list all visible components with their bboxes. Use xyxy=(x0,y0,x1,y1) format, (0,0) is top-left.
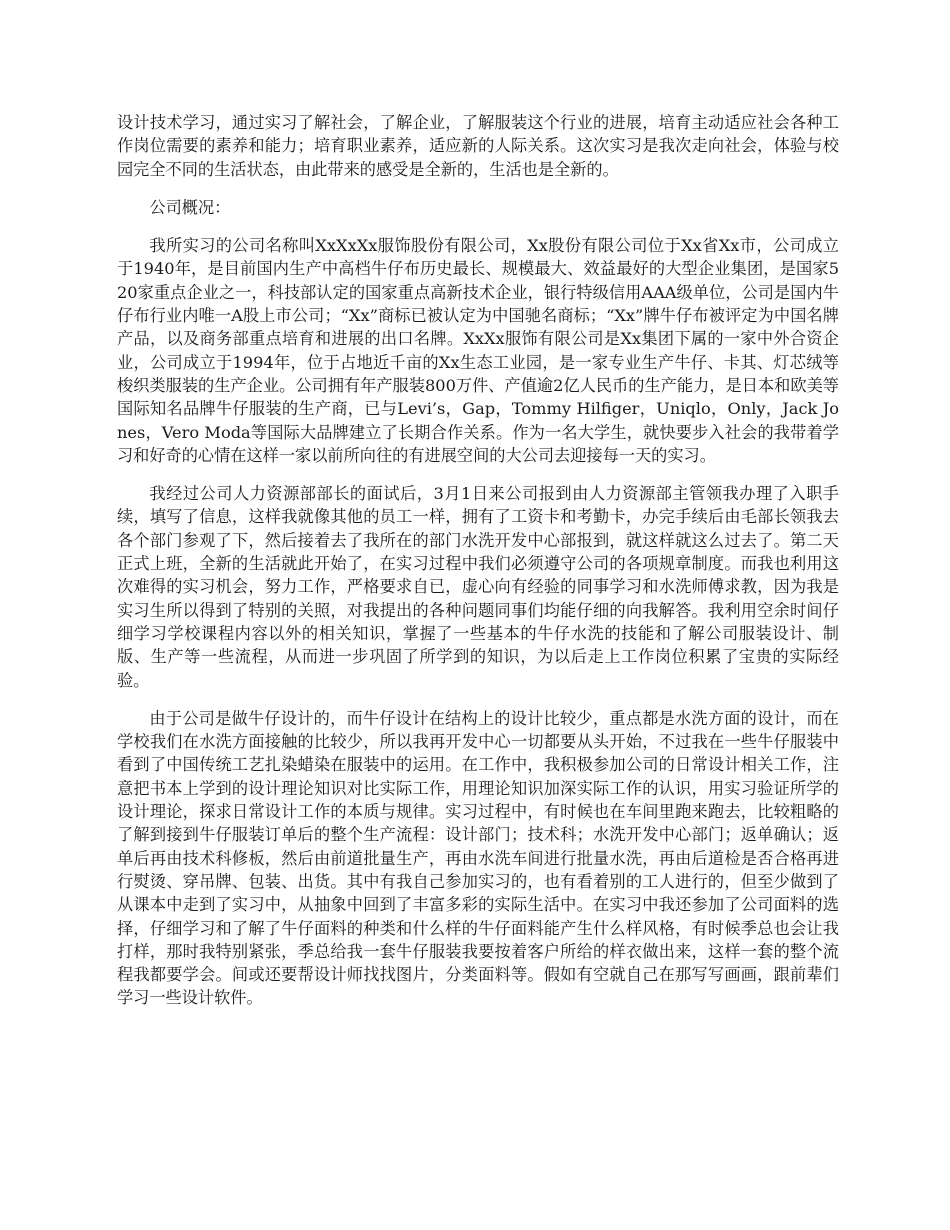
paragraph-onboarding: 我经过公司人力资源部部长的面试后，3月1日来公司报到由人力资源部主管领我办理了入职手续，填写了信息，这样我就像其他的员工一样，拥有了工资卡和考勤卡，办完手续后由毛部长领我去各个部门参观了下，然后接着去了我所在的部门水洗开发中心部报到，就这样就这么过去了。第二天正式上班，全新的生活就此开始了，在实习过程中我们必须遵守公司的各项规章制度。而我也利用这次难得的实习机会，努力工作，严格要求自已，虚心向有经验的同事学习和水洗师傅求教，因为我是实习生所以得到了特别的关照，对我提出的各种问题同事们均能仔细的向我解答。我利用空余时间仔细学习学校课程内容以外的相关知识，掌握了一些基本的牛仔水洗的技能和了解公司服装设计、制版、生产等一些流程，从而进一步巩固了所学到的知识，为以后走上工作岗位积累了宝贵的实际经验。 xyxy=(117,484,839,690)
paragraph-company-profile: 我所实习的公司名称叫XxXxXx服饰股份有限公司，Xx股份有限公司位于Xx省Xx市，公司成立于1940年，是目前国内生产中高档牛仔布历史最长、规模最大、效益最好的大型企业集团，是国家520家重点企业之一，科技部认定的国家重点高新技术企业，银行特级信用AAA级单位，公司是国内牛仔布行业内唯一A股上市公司；“Xx”商标已被认定为中国驰名商标；“Xx”牌牛仔布被评定为中国名牌产品，以及商务部重点培育和进展的出口名牌。XxXx服饰有限公司是Xx集团下属的一家中外合资企业，公司成立于1994年，位于占地近千亩的Xx生态工业园，是一家专业生产牛仔、卡其、灯芯绒等梭织类服装的生产企业。公司拥有年产服装800万件、产值逾2亿人民币的生产能力，是日本和欧美等国际知名品牌牛仔服装的生产商，已与Levi’s，Gap，Tommy Hilfiger，Uniqlo，Only，Jack Jones，Vero Moda等国际大品牌建立了长期合作关系。作为一名大学生，就快要步入社会的我带着学习和好奇的心情在这样一家以前所向往的有进展空间的大公司去迎接每一天的实习。 xyxy=(117,236,839,465)
paragraph-intro: 设计技术学习，通过实习了解社会，了解企业，了解服装这个行业的进展，培育主动适应社会各种工作岗位需要的素养和能力；培育职业素养，适应新的人际关系。这次实习是我次走向社会，体验与校园完全不同的生活状态，由此带来的感受是全新的，生活也是全新的。 xyxy=(117,113,839,179)
document-body xyxy=(117,111,839,1025)
paragraph-design-work: 由于公司是做牛仔设计的，而牛仔设计在结构上的设计比较少，重点都是水洗方面的设计，而在学校我们在水洗方面接触的比较少，所以我再开发中心一切都要从头开始，不过我在一些牛仔服装中看到了中国传统工艺扎染蜡染在服装中的运用。在工作中，我积极参加公司的日常设计相关工作，注意把书本上学到的设计理论知识对比实际工作，用理论知识加深实际工作的认识，用实习验证所学的设计理论，探求日常设计工作的本质与规律。实习过程中，有时候也在车间里跑来跑去，比较粗略的了解到接到牛仔服装订单后的整个生产流程：设计部门；技术科；水洗开发中心部门；返单确认；返单后再由技术科修板，然后由前道批量生产，再由水洗车间进行批量水洗，再由后道检是否合格再进行熨烫、穿吊牌、包装、出货。其中有我自己参加实习的，也有看着别的工人进行的，但至少做到了从课本中走到了实习中，从抽象中回到了丰富多彩的实际生活中。在实习中我还参加了公司面料的选择，仔细学习和了解了牛仔面料的种类和什么样的牛仔面料能产生什么样风格，有时候季总也会让我打样，那时我特别紧张，季总给我一套牛仔服装我要按着客户所给的样衣做出来，这样一套的整个流程我都要学会。间或还要帮设计师找找图片，分类面料等。假如有空就自己在那写写画画，跟前辈们学习一些设计软件。 xyxy=(117,708,839,1008)
section-heading-company-overview: 公司概况： xyxy=(149,197,231,217)
